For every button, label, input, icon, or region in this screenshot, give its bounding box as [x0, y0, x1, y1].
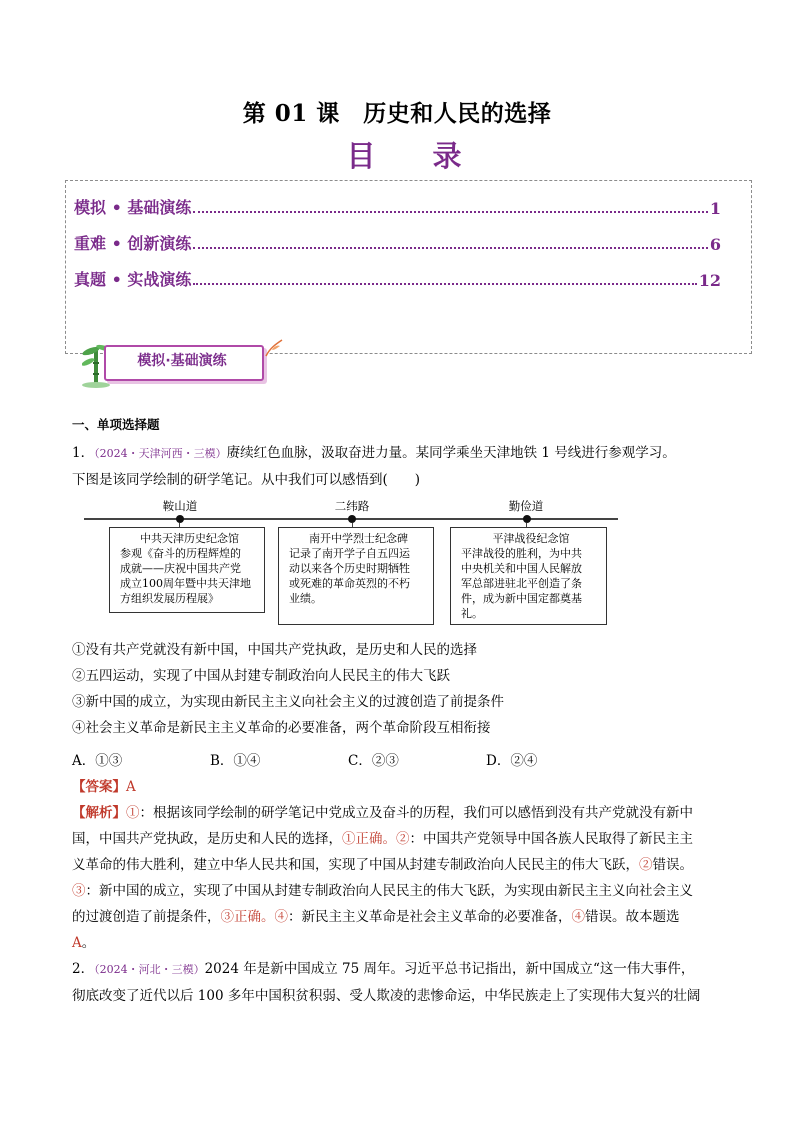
note-card-line: 业绩。: [289, 592, 322, 605]
statement: ③新中国的成立，为实现由新民主主义向社会主义的过渡创造了前提条件: [72, 694, 504, 710]
analysis-text: ：中国共产党领导中国各族人民取得了新民主主: [409, 831, 693, 847]
note-card-line: 军总部进驻北平创造了条: [461, 577, 582, 590]
station-dot: [523, 515, 531, 523]
station-dot: [176, 515, 184, 523]
leaf-icon: [264, 338, 284, 358]
badge-label: 模拟·基础演练: [137, 353, 227, 369]
analysis-line: [72, 878, 724, 904]
note-card-line: 中央机关和中国人民解放: [461, 562, 582, 575]
toc-entry-page: 1: [709, 199, 721, 218]
note-card-line: 动以来各个历史时期牺牲: [289, 562, 410, 575]
analysis-line: [72, 800, 724, 826]
note-card-title: 南开中学烈士纪念碑: [309, 532, 408, 545]
toc-entry[interactable]: [74, 194, 721, 218]
note-card-line: 方组织发展历程展》: [120, 592, 219, 605]
toc-entry-label: 真题 • 实战演练: [74, 270, 192, 289]
question-stem-line: 彻底改变了近代以后 100 多年中国积贫积弱、受人欺凌的悲惨命运，中华民族走上了实现伟大复兴的壮阔: [72, 988, 701, 1004]
analysis-text: ：根据该同学绘制的研学笔记中党成立及奋斗的历程，我们可以感悟到没有共产党就没有新中: [139, 805, 693, 821]
note-card-title: 平津战役纪念馆: [492, 532, 570, 545]
analysis-mark: ③: [72, 883, 86, 899]
toc-leader-dots: [193, 247, 707, 249]
lesson-title: 第 01 课 历史和人民的选择: [242, 100, 552, 127]
analysis-tag: 【解析】: [72, 805, 126, 821]
note-card-line: 成就——庆祝中国共产党: [120, 562, 241, 575]
answer-options: [72, 748, 632, 774]
toc-leader-dots: [193, 283, 696, 285]
analysis-line: [72, 904, 724, 930]
station-label: 勤俭道: [508, 499, 544, 513]
note-card: [450, 527, 607, 625]
toc-entry-label: 模拟 • 基础演练: [74, 198, 192, 217]
question-stem-line: 2024 年是新中国成立 75 周年。习近平总书记指出，新中国成立“这一伟大事件，: [204, 961, 695, 977]
question-stem-line: 赓续红色血脉，汲取奋进力量。某同学乘坐天津地铁 1 号线进行参观学习。: [226, 445, 676, 461]
analysis-mark: ④: [571, 909, 585, 925]
note-card: [109, 527, 265, 613]
question-number: 2．: [72, 961, 95, 977]
option-d[interactable]: D．②④: [486, 753, 538, 769]
note-card-line: 或死难的革命英烈的不朽: [289, 577, 410, 590]
station-label: 鞍山道: [162, 499, 198, 513]
toc-entry-page: 6: [709, 235, 721, 254]
question-stem-line: 下图是该同学绘制的研学笔记。从中我们可以感悟到( ): [72, 472, 421, 488]
toc-entry[interactable]: [74, 266, 721, 290]
analysis-line: [72, 826, 724, 852]
note-card-line: 成立100周年暨中共天津地: [120, 577, 251, 590]
statement: ④社会主义革命是新民主主义革命的必要准备，两个革命阶段互相衔接: [72, 720, 491, 736]
study-notes-diagram: [84, 497, 618, 632]
question-1-stem: [72, 440, 724, 493]
toc-heading: 目 录: [346, 139, 476, 173]
answer-tag: 【答案】: [72, 779, 126, 795]
toc-entry-page: 12: [698, 271, 721, 290]
analysis-line: [72, 852, 724, 878]
analysis-text: 国，中国共产党执政，是历史和人民的选择，: [72, 831, 342, 847]
toc-entry-label: 重难 • 创新演练: [74, 234, 192, 253]
note-card-title: 中共天津历史纪念馆: [140, 532, 239, 545]
note-card-line: 参观《奋斗的历程辉煌的: [120, 547, 241, 560]
analysis-mark: ①正确。②: [342, 831, 410, 847]
option-a[interactable]: A．①③: [72, 753, 123, 769]
option-b[interactable]: B．①④: [210, 753, 261, 769]
analysis-text: ：新民主主义革命是社会主义革命的必要准备，: [288, 909, 572, 925]
question-1-statements: [72, 637, 724, 741]
statement: ②五四运动，实现了中国从封建专制政治向人民民主的伟大飞跃: [72, 668, 450, 684]
analysis: [72, 800, 724, 956]
note-card: [278, 527, 434, 625]
table-of-contents: [65, 180, 752, 354]
analysis-text: 的过渡创造了前提条件，: [72, 909, 221, 925]
question-number: 1．: [72, 445, 95, 461]
question-source: （2024・河北・三模）: [94, 963, 205, 976]
answer-value: A: [126, 779, 136, 795]
question-2-stem: [72, 956, 724, 1009]
note-card-line: 礼。: [461, 607, 483, 620]
analysis-text: 错误。故本题选: [585, 909, 680, 925]
analysis-text: 义革命的伟大胜利，建立中华人民共和国，实现了中国从封建专制政治向人民民主的伟大飞跃，: [72, 857, 639, 873]
note-card-line: 平津战役的胜利，为中共: [461, 547, 582, 560]
analysis-mark: A: [72, 935, 82, 951]
station-label: 二纬路: [334, 499, 370, 513]
option-c[interactable]: C．②③: [348, 753, 399, 769]
statement: ①没有共产党就没有新中国，中国共产党执政，是历史和人民的选择: [72, 642, 477, 658]
station-dot: [348, 515, 356, 523]
toc-leader-dots: [193, 211, 707, 213]
analysis-line: [72, 930, 724, 956]
note-card-line: 件，成为新中国定都奠基: [461, 592, 582, 605]
section-badge: [82, 338, 272, 388]
analysis-text: 错误。: [652, 857, 693, 873]
section-heading: 一、单项选择题: [72, 417, 160, 432]
analysis-text: 。: [81, 935, 96, 951]
question-source: （2024・天津河西・三模）: [94, 447, 227, 460]
analysis-mark: ②: [639, 857, 653, 873]
analysis-mark: ①: [126, 805, 140, 821]
analysis-text: ：新中国的成立，实现了中国从封建专制政治向人民民主的伟大飞跃，为实现由新民主主义向社会主义: [85, 883, 693, 899]
note-card-line: 记录了南开学子自五四运: [289, 547, 410, 560]
answer-line: [72, 774, 724, 800]
toc-entry[interactable]: [74, 230, 721, 254]
analysis-mark: ③正确。④: [220, 909, 288, 925]
